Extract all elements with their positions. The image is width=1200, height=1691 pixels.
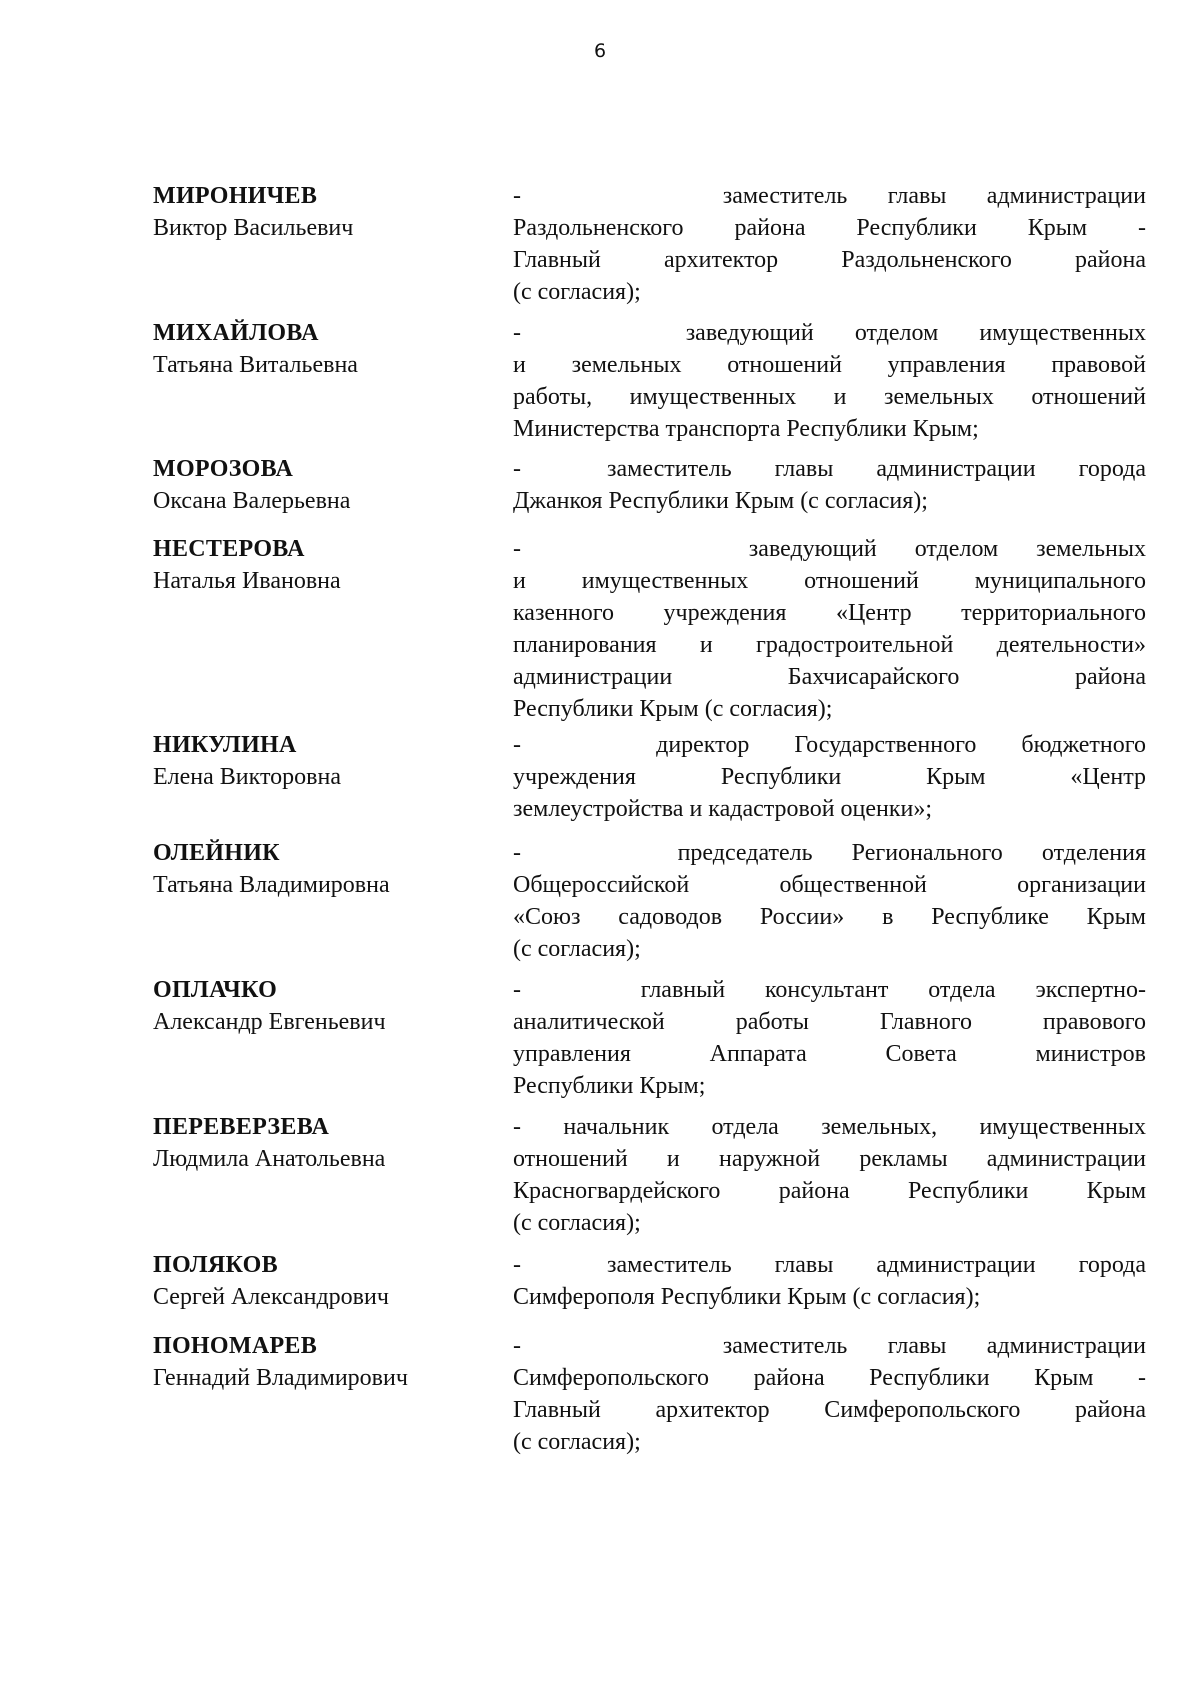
member-role-line: отношений и наружной рекламы администрации	[513, 1146, 1146, 1172]
member-role-line: - заведующий отделом земельных	[513, 536, 1146, 562]
member-role-line: - заместитель главы администрации	[513, 1333, 1146, 1359]
member-name-block	[153, 837, 493, 901]
member-role-line: (с согласия);	[513, 1429, 641, 1455]
member-role	[513, 180, 1146, 308]
member-name-block	[153, 1330, 493, 1394]
member-role-line: администрации Бахчисарайского района	[513, 664, 1146, 690]
member-role-line: Главный архитектор Раздольненского района	[513, 247, 1146, 273]
member-name-block	[153, 453, 493, 517]
member-surname: НИКУЛИНА	[153, 732, 297, 758]
member-surname: ПОЛЯКОВ	[153, 1252, 278, 1278]
member-role-line: Министерства транспорта Республики Крым;	[513, 416, 979, 442]
member-role-line: Раздольненского района Республики Крым -	[513, 215, 1146, 241]
member-surname: МОРОЗОВА	[153, 456, 294, 482]
member-given-name: Наталья Ивановна	[153, 568, 341, 594]
member-role-line: - начальник отдела земельных, имущественных	[513, 1114, 1146, 1140]
member-role	[513, 1249, 1146, 1313]
member-surname: ОПЛАЧКО	[153, 977, 278, 1003]
member-role-line: - заместитель главы администрации города	[513, 1252, 1146, 1278]
member-given-name: Елена Викторовна	[153, 764, 341, 790]
member-surname: ОЛЕЙНИК	[153, 840, 280, 866]
member-role	[513, 974, 1146, 1102]
member-role-line: Республики Крым (с согласия);	[513, 696, 833, 722]
member-role-line: - заместитель главы администрации города	[513, 456, 1146, 482]
member-role-line: Главный архитектор Симферопольского района	[513, 1397, 1146, 1423]
member-role	[513, 1111, 1146, 1239]
member-role-line: казенного учреждения «Центр территориального	[513, 600, 1146, 626]
member-given-name: Татьяна Витальевна	[153, 352, 358, 378]
member-surname: НЕСТЕРОВА	[153, 536, 305, 562]
member-role-line: «Союз садоводов России» в Республике Крым	[513, 904, 1146, 930]
page-number: 6	[593, 40, 607, 62]
member-surname: МИРОНИЧЕВ	[153, 183, 318, 209]
member-given-name: Татьяна Владимировна	[153, 872, 390, 898]
member-role-line: аналитической работы Главного правового	[513, 1009, 1146, 1035]
member-name-block	[153, 1111, 493, 1175]
member-name-block	[153, 729, 493, 793]
member-name-block	[153, 317, 493, 381]
member-name-block	[153, 180, 493, 244]
member-role-line: Джанкоя Республики Крым (с согласия);	[513, 488, 928, 514]
member-role-line: учреждения Республики Крым «Центр	[513, 764, 1146, 790]
member-role-line: - директор Государственного бюджетного	[513, 732, 1146, 758]
member-role-line: - заместитель главы администрации	[513, 183, 1146, 209]
member-given-name: Людмила Анатольевна	[153, 1146, 386, 1172]
member-role-line: работы, имущественных и земельных отношений	[513, 384, 1146, 410]
member-role-line: Симферополя Республики Крым (с согласия);	[513, 1284, 981, 1310]
member-given-name: Сергей Александрович	[153, 1284, 389, 1310]
member-role-line: Симферопольского района Республики Крым -	[513, 1365, 1146, 1391]
member-role-line: и имущественных отношений муниципального	[513, 568, 1146, 594]
member-role	[513, 837, 1146, 965]
member-role-line: и земельных отношений управления правовой	[513, 352, 1146, 378]
member-role-line: (с согласия);	[513, 279, 641, 305]
member-role	[513, 533, 1146, 725]
member-surname: МИХАЙЛОВА	[153, 320, 319, 346]
member-name-block	[153, 974, 493, 1038]
member-given-name: Виктор Васильевич	[153, 215, 354, 241]
member-role-line: (с согласия);	[513, 936, 641, 962]
member-role	[513, 317, 1146, 445]
member-name-block	[153, 533, 493, 597]
member-role-line: Общероссийской общественной организации	[513, 872, 1146, 898]
member-given-name: Оксана Валерьевна	[153, 488, 351, 514]
member-role-line: землеустройства и кадастровой оценки»;	[513, 796, 933, 822]
member-role-line: управления Аппарата Совета министров	[513, 1041, 1146, 1067]
member-name-block	[153, 1249, 493, 1313]
member-surname: ПОНОМАРЕВ	[153, 1333, 318, 1359]
member-role	[513, 453, 1146, 517]
member-given-name: Александр Евгеньевич	[153, 1009, 386, 1035]
member-role	[513, 1330, 1146, 1458]
member-given-name: Геннадий Владимирович	[153, 1365, 408, 1391]
member-role-line: - заведующий отделом имущественных	[513, 320, 1146, 346]
member-role-line: Красногвардейского района Республики Крым	[513, 1178, 1146, 1204]
member-surname: ПЕРЕВЕРЗЕВА	[153, 1114, 330, 1140]
member-role-line: (с согласия);	[513, 1210, 641, 1236]
member-role-line: - председатель Регионального отделения	[513, 840, 1146, 866]
member-role-line: - главный консультант отдела экспертно-	[513, 977, 1146, 1003]
member-role-line: Республики Крым;	[513, 1073, 706, 1099]
member-role-line: планирования и градостроительной деятельности»	[513, 632, 1146, 658]
member-role	[513, 729, 1146, 825]
